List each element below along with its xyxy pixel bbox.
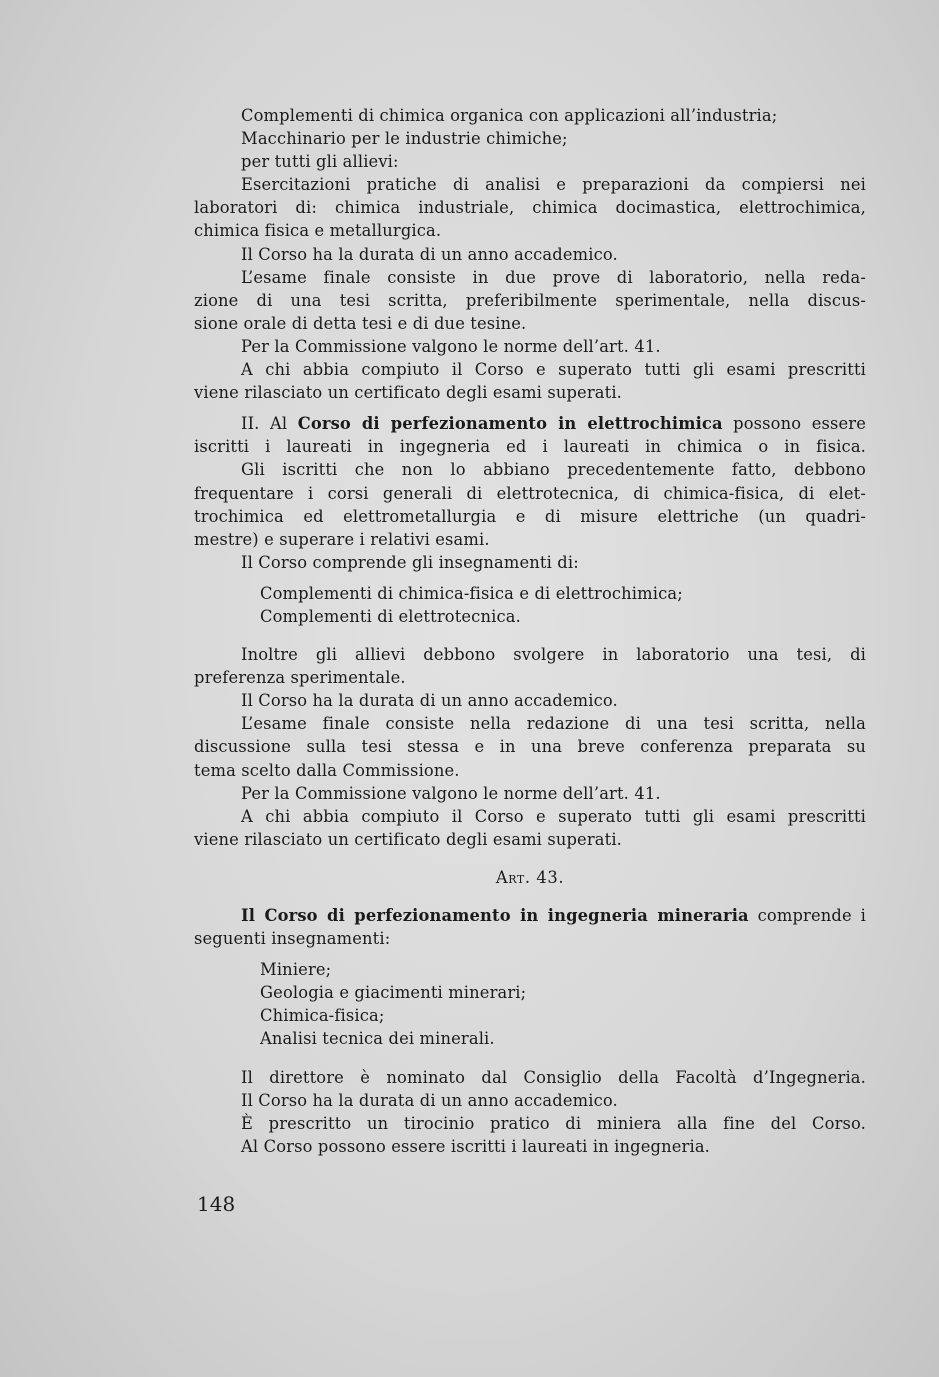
section-title: Il Corso di perfezionamento in ingegneria mineraria <box>241 906 749 925</box>
paragraph-line: Il Corso comprende gli insegnamenti di: <box>241 552 579 572</box>
paragraph-line: viene rilasciato un certificato degli esami superati. <box>194 829 623 849</box>
section-rest: comprende i <box>748 906 867 925</box>
article-heading: Art. 43. <box>495 867 565 887</box>
paragraph-line: zione di una tesi scritta, preferibilmente sperimentale, nella discus- <box>194 290 866 310</box>
list-item: Complementi di chimica organica con applicazioni all’industria; <box>241 106 778 125</box>
paragraph-line: Esercitazioni pratiche di analisi e preparazioni da compiersi nei <box>241 175 866 195</box>
paragraph-line: preferenza sperimentale. <box>194 668 406 688</box>
paragraph-line: L’esame finale consiste nella redazione di una tesi scritta, nella <box>241 714 866 734</box>
list-item: Geologia e giacimenti minerari; <box>260 983 527 1003</box>
paragraph-line: Il Corso ha la durata di un anno accademico. <box>241 244 618 264</box>
paragraph-line: A chi abbia compiuto il Corso e superato tutti gli esami prescritti <box>241 360 866 380</box>
paragraph-line: Inoltre gli allievi debbono svolgere in laboratorio una tesi, di <box>241 645 866 665</box>
paragraph-line: Il Corso ha la durata di un anno accademico. <box>241 691 618 711</box>
section-rest: possono essere <box>722 414 867 434</box>
section-heading-line <box>194 412 866 435</box>
paragraph-line: viene rilasciato un certificato degli esami superati. <box>194 383 623 403</box>
list-item: Complementi di elettrotecnica. <box>260 606 521 626</box>
paragraph-line: Per la Commissione valgono le norme dell’art. 41. <box>241 336 661 356</box>
body-text <box>194 104 866 1158</box>
section-number: II. Al <box>241 414 298 434</box>
list-heading: per tutti gli allievi: <box>241 152 399 172</box>
paragraph-line: Per la Commissione valgono le norme dell’art. 41. <box>241 783 661 803</box>
paragraph-line: È prescritto un tirocinio pratico di miniera alla fine del Corso. <box>241 1113 866 1133</box>
paragraph-line: frequentare i corsi generali di elettrotecnica, di chimica-fisica, di elet- <box>194 483 866 503</box>
paragraph-line: Gli iscritti che non lo abbiano precedentemente fatto, debbono <box>241 460 866 480</box>
list-item: Analisi tecnica dei minerali. <box>260 1029 495 1049</box>
list-item: Macchinario per le industrie chimiche; <box>241 129 568 149</box>
page-number: 148 <box>197 1192 236 1216</box>
section-heading-line <box>194 904 866 927</box>
paragraph-line: laboratori di: chimica industriale, chimica docimastica, elettrochimica, <box>194 198 866 218</box>
list-item: Miniere; <box>260 960 332 980</box>
paragraph-line: chimica fisica e metallurgica. <box>194 221 442 241</box>
paragraph-line: A chi abbia compiuto il Corso e superato tutti gli esami prescritti <box>241 806 866 826</box>
paragraph-line: iscritti i laureati in ingegneria ed i laureati in chimica o in fisica. <box>194 437 866 457</box>
paragraph-line: Al Corso possono essere iscritti i laureati in ingegneria. <box>241 1136 710 1156</box>
paragraph-line: sione orale di detta tesi e di due tesine. <box>194 313 527 333</box>
paragraph-line: discussione sulla tesi stessa e in una breve conferenza preparata su <box>194 737 866 757</box>
paragraph-line: mestre) e superare i relativi esami. <box>194 529 490 549</box>
paragraph-line: trochimica ed elettrometallurgia e di misure elettriche (un quadri- <box>194 506 866 526</box>
list-item: Complementi di chimica-fisica e di elettrochimica; <box>260 583 683 603</box>
paragraph-line: Il Corso ha la durata di un anno accademico. <box>241 1090 618 1110</box>
paragraph-line: L’esame finale consiste in due prove di laboratorio, nella reda- <box>241 267 866 287</box>
section-title: Corso di perfezionamento in elettrochimica <box>297 414 723 434</box>
paragraph-line: seguenti insegnamenti: <box>194 929 391 949</box>
paragraph-line: tema scelto dalla Commissione. <box>194 760 460 780</box>
list-item: Chimica-fisica; <box>260 1006 385 1026</box>
paragraph-line: Il direttore è nominato dal Consiglio della Facoltà d’Ingegneria. <box>241 1067 866 1087</box>
